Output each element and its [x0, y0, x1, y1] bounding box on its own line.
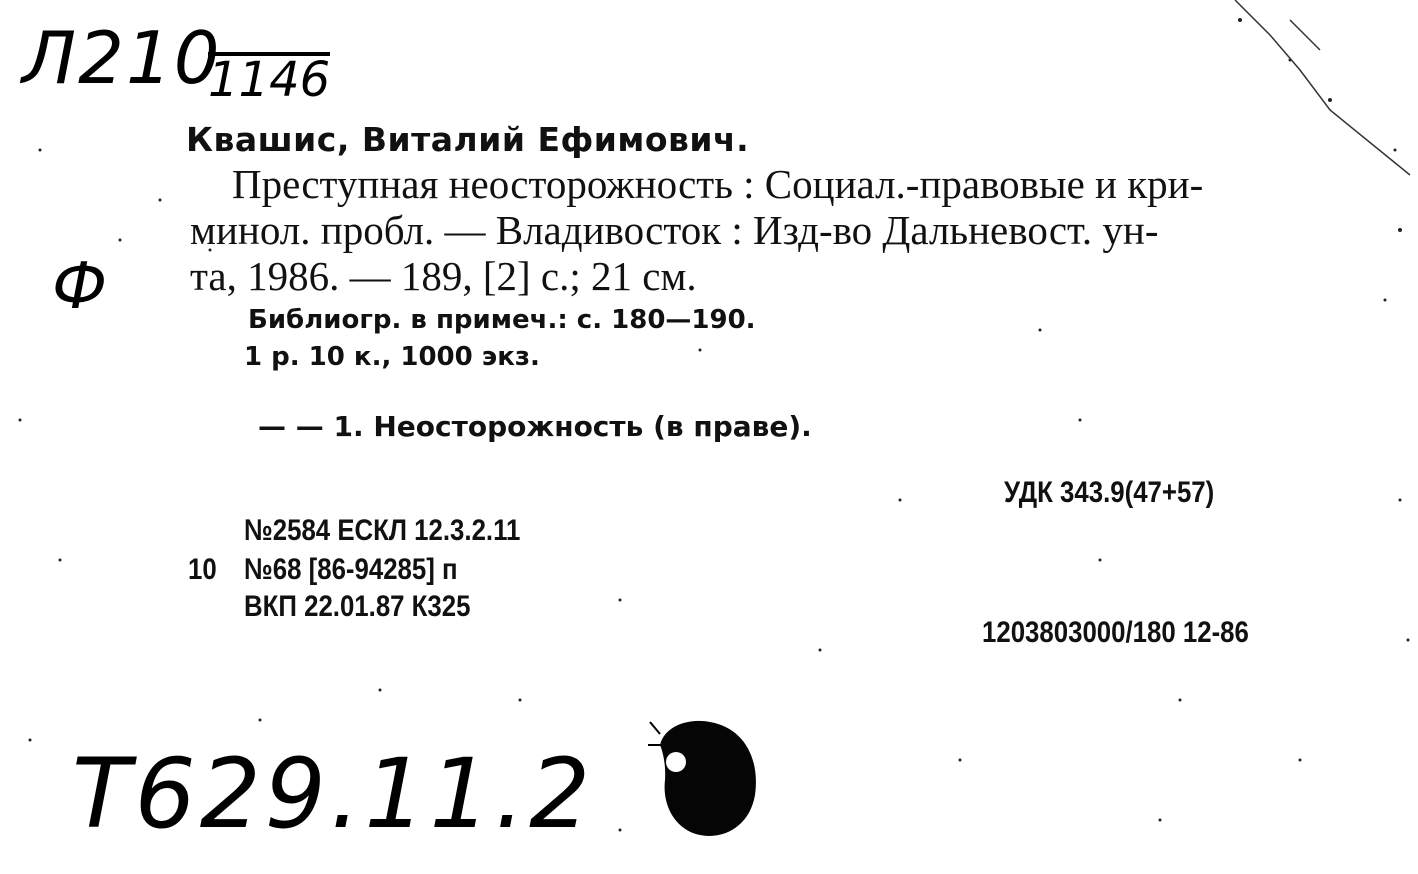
- card-price: 1 р. 10 к., 1000 экз.: [244, 342, 540, 372]
- card-title-line-1: Преступная неосторожность : Социал.-правовые и кри-: [232, 161, 1204, 207]
- card-registration-2-prefix: 10: [188, 553, 217, 586]
- card-registration-1: №2584 ЕСКЛ 12.3.2.11: [244, 514, 521, 547]
- card-title-line-2: минол. пробл. — Владивосток : Изд-во Дальневост. ун-: [190, 207, 1159, 253]
- card-bibliography: Библиогр. в примеч.: с. 180—190.: [248, 305, 756, 335]
- card-catalog-number: 1203803000/180 12-86: [982, 616, 1249, 649]
- card-author: Квашис, Виталий Ефимович.: [186, 120, 750, 159]
- card-subject: — — 1. Неосторожность (в праве).: [258, 410, 812, 443]
- card-udk: УДК 343.9(47+57): [1004, 476, 1215, 509]
- handwritten-bottom-code: Т629.11.2: [72, 738, 595, 850]
- card-registration-2: №68 [86-94285] п: [244, 553, 458, 586]
- handwritten-top-code-sub: 1146: [208, 52, 331, 108]
- handwritten-side-mark: Ф: [52, 250, 108, 324]
- card-registration-3: ВКП 22.01.87 К325: [244, 590, 471, 623]
- handwritten-top-code: Л210: [22, 16, 222, 100]
- card-title-line-3: та, 1986. — 189, [2] с.; 21 см.: [190, 253, 697, 299]
